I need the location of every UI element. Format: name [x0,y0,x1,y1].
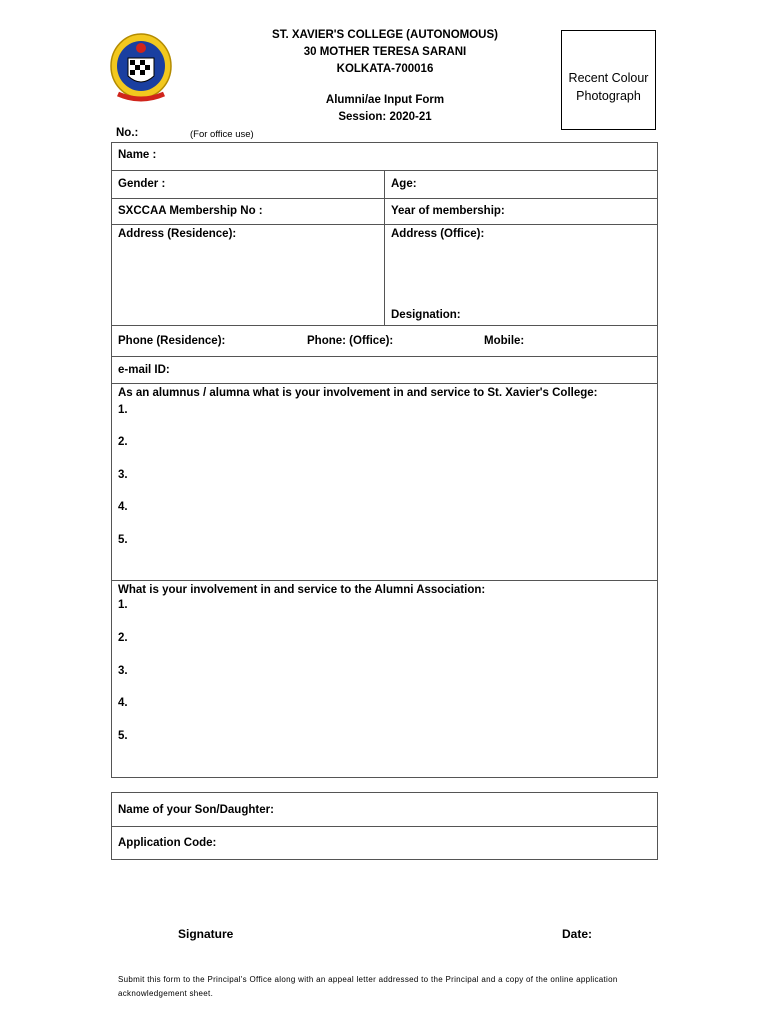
college-street: 30 MOTHER TERESA SARANI [303,46,467,58]
email-label: e-mail ID: [118,364,170,376]
application-code-row[interactable] [112,827,657,859]
phone-residence-label: Phone (Residence): [118,335,226,347]
alumni-service-item-4: 4. [118,697,128,709]
name-label: Name : [118,149,157,161]
alumni-service-item-3: 3. [118,665,128,677]
gender-age-row[interactable] [112,171,657,199]
college-name: ST. XAVIER'S COLLEGE (AUTONOMOUS) [272,29,498,41]
year-of-membership-label: Year of membership: [391,205,505,217]
address-office-label: Address (Office): [391,228,485,240]
photo-label-line1: Recent Colour [568,71,649,85]
alumni-service-item-1: 1. [118,599,128,611]
designation-label: Designation: [391,309,461,321]
child-name-row[interactable] [112,793,657,827]
child-name-label: Name of your Son/Daughter: [118,804,274,816]
college-service-question: As an alumnus / alumna what is your involvement in and service to St. Xavier's College: [118,387,598,399]
name-row[interactable] [112,143,657,171]
footer-note: Submit this form to the Principal's Office along with an appeal letter addressed to the Principal and a copy of the online application acknowledgement sheet. [118,975,618,998]
gender-label: Gender : [118,178,166,190]
age-label: Age: [391,178,417,190]
address-row[interactable] [112,225,657,326]
alumni-service-item-5: 5. [118,730,128,742]
membership-row[interactable] [112,199,657,225]
college-logo [108,28,174,104]
phone-office-label: Phone: (Office): [307,335,394,347]
office-no-label: No.: [116,127,139,139]
photo-label-line2: Photograph [576,89,641,103]
office-use-note: (For office use) [190,129,254,140]
college-service-item-4: 4. [118,501,128,513]
college-service-item-2: 2. [118,436,128,448]
alumni-service-section[interactable] [112,581,657,777]
alumni-service-question: What is your involvement in and service to the Alumni Association: [118,584,486,596]
application-code-label: Application Code: [118,837,217,849]
photo-box[interactable] [561,30,656,130]
form-title: Alumni/ae Input Form [325,94,445,106]
phone-row[interactable] [112,326,657,357]
college-service-item-3: 3. [118,469,128,481]
main-form [111,142,658,778]
child-form [111,792,658,860]
college-city: KOLKATA-700016 [336,63,434,75]
college-service-item-1: 1. [118,404,128,416]
email-row[interactable] [112,357,657,384]
date-label: Date: [562,927,593,941]
mobile-label: Mobile: [484,335,525,347]
college-service-item-5: 5. [118,534,128,546]
alumni-service-item-2: 2. [118,632,128,644]
form-session: Session: 2020-21 [338,111,432,123]
membership-no-label: SXCCAA Membership No : [118,205,263,217]
signature-label: Signature [178,927,234,941]
address-residence-label: Address (Residence): [118,228,237,240]
college-service-section[interactable] [112,384,657,581]
